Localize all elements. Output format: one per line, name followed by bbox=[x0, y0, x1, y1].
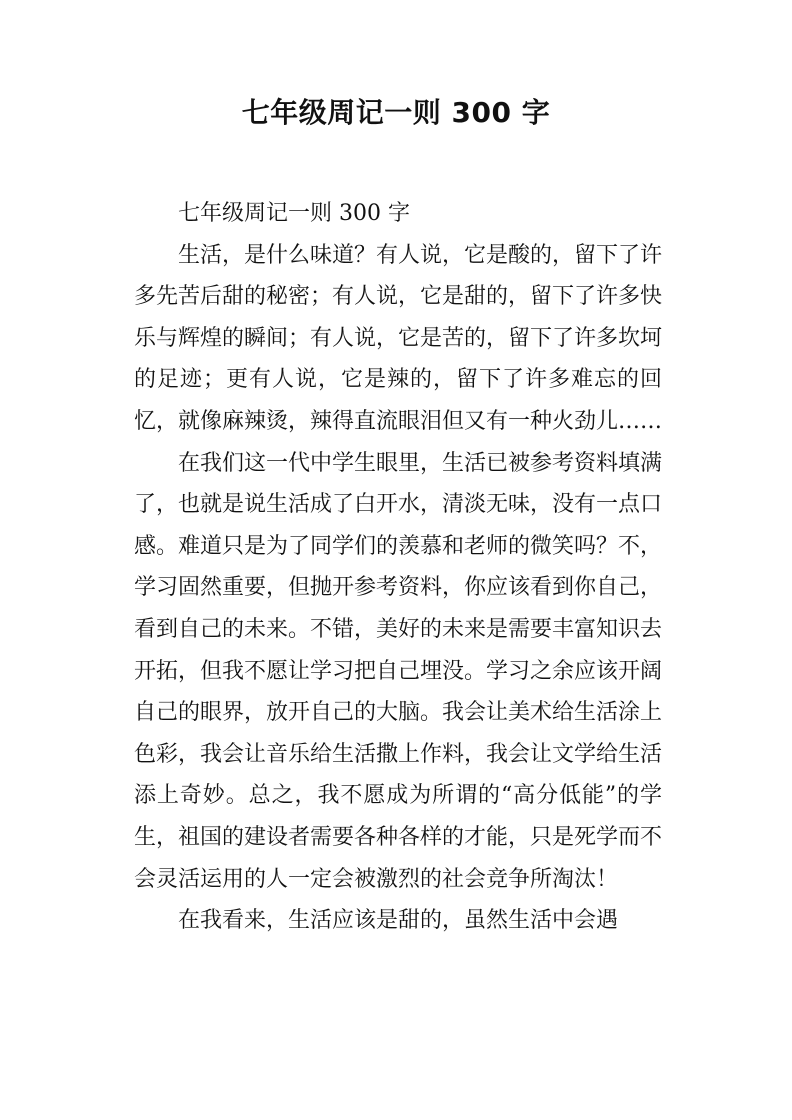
document-body bbox=[134, 193, 662, 942]
paragraph-1: 生活，是什么味道？有人说，它是酸的，留下了许多先苦后甜的秘密；有人说，它是甜的，留下了许多快乐与辉煌的瞬间；有人说，它是苦的，留下了许多坎坷的足迹；更有人说，它是辣的，留下了许多难忘的回忆，就像麻辣烫，辣得直流眼泪但又有一种火劲儿…… bbox=[134, 242, 663, 434]
document-subtitle: 七年级周记一则 300 字 bbox=[178, 201, 410, 226]
paragraph-2: 在我们这一代中学生眼里，生活已被参考资料填满了，也就是说生活成了白开水，清淡无味，没有一点口感。难道只是为了同学们的羡慕和老师的微笑吗？不，学习固然重要，但抛开参考资料，你应该看到你自己，看到自己的未来。不错，美好的未来是需要丰富知识去开拓，但我不愿让学习把自己埋没。学习之余应该开阔自己的眼界，放开自己的大脑。我会让美术给生活涂上色彩，我会让音乐给生活撒上作料，我会让文学给生活添上奇妙。总之，我不愿成为所谓的“高分低能”的学生，祖国的建设者需要各种各样的才能，只是死学而不会灵活运用的人一定会被激烈的社会竞争所淘汰！ bbox=[134, 450, 663, 892]
document-title: 七年级周记一则 300 字 bbox=[241, 96, 551, 129]
paragraph-3: 在我看来，生活应该是甜的，虽然生活中会遇 bbox=[178, 908, 619, 934]
